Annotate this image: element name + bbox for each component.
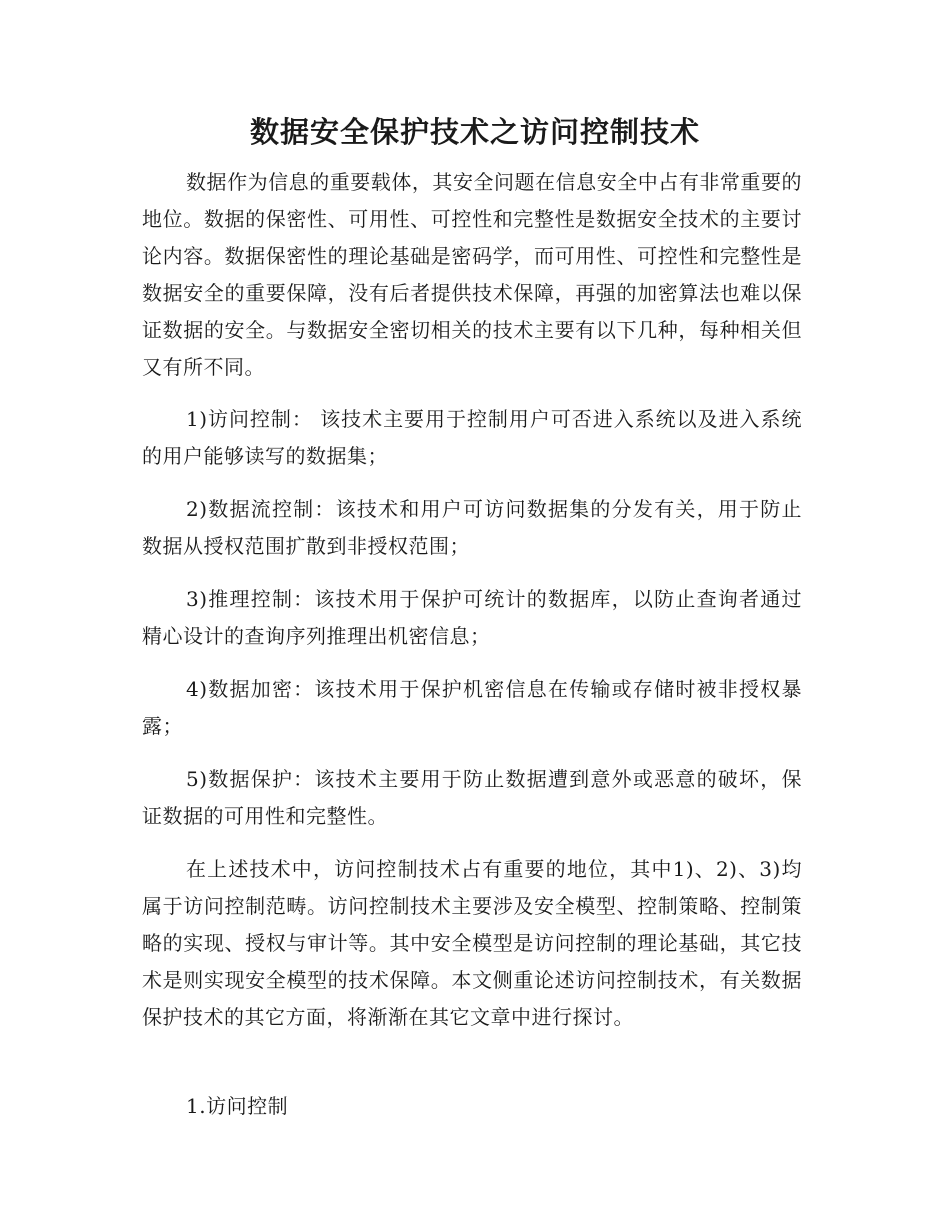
list-item-inference-control: 3)推理控制：该技术用于保护可统计的数据库，以防止查询者通过精心设计的查询序列推理出机密信息； — [142, 587, 802, 648]
summary-paragraph: 在上述技术中，访问控制技术占有重要的地位，其中1)、2)、3)均属于访问控制范畴。访问控制技术主要涉及安全模型、控制策略、控制策略的实现、授权与审计等。其中安全模型是访问控制的理论基础，其它技术是则实现安全模型的技术保障。本文侧重论述访问控制技术，有关数据保护技术的其它方面，将渐渐在其它文章中进行探讨。 — [142, 857, 802, 1029]
list-item-data-protection: 5)数据保护：该技术主要用于防止数据遭到意外或恶意的破坏，保证数据的可用性和完整性。 — [142, 767, 802, 828]
section-heading-access-control: 1.访问控制 — [186, 1094, 289, 1118]
list-item-data-flow-control: 2)数据流控制：该技术和用户可访问数据集的分发有关，用于防止数据从授权范围扩散到非授权范围； — [142, 497, 802, 558]
intro-paragraph: 数据作为信息的重要载体，其安全问题在信息安全中占有非常重要的地位。数据的保密性、可用性、可控性和完整性是数据安全技术的主要讨论内容。数据保密性的理论基础是密码学，而可用性、可控性和完整性是数据安全的重要保障，没有后者提供技术保障，再强的加密算法也难以保证数据的安全。与数据安全密切相关的技术主要有以下几种，每种相关但又有所不同。 — [142, 170, 802, 379]
document-title: 数据安全保护技术之访问控制技术 — [249, 115, 700, 149]
list-item-data-encryption: 4)数据加密：该技术用于保护机密信息在传输或存储时被非授权暴露； — [142, 677, 802, 738]
list-item-access-control: 1)访问控制： 该技术主要用于控制用户可否进入系统以及进入系统的用户能够读写的数据集； — [142, 407, 802, 468]
